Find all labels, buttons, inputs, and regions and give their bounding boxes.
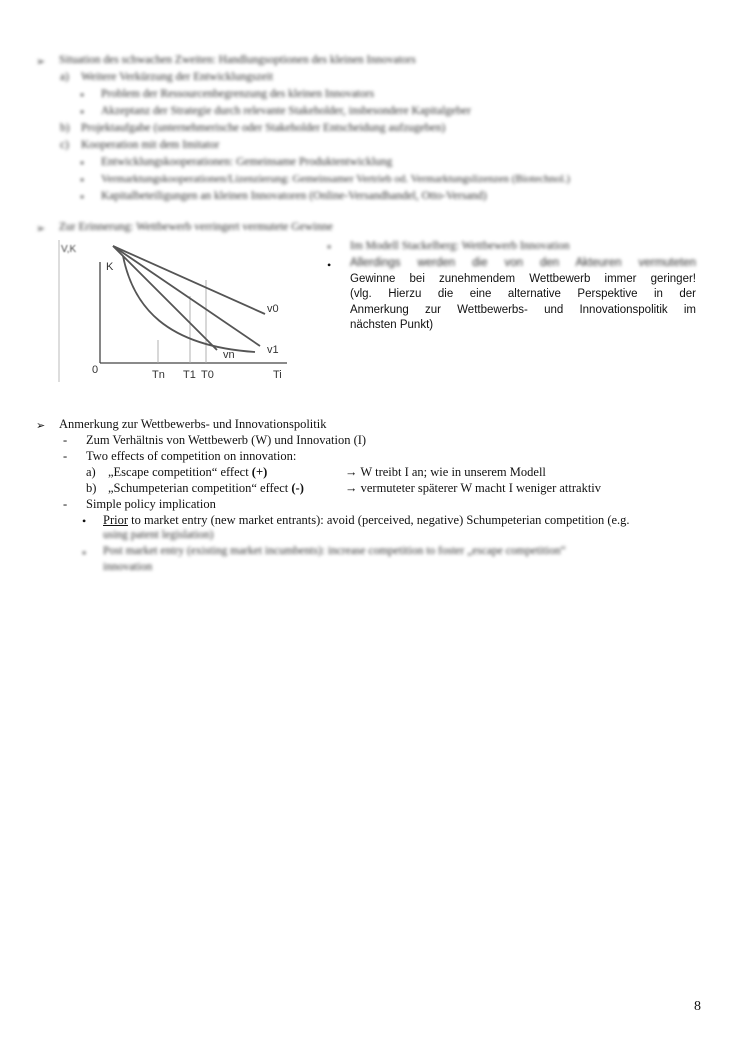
k-curve [123,256,255,352]
section2-bullet-2-line-2: Gewinne bei zunehmendem Wettbewerb immer geringer! [350,272,696,285]
schumpeterian-competition-item [108,481,304,496]
bullet-icon: • [80,173,85,187]
section3-title: Anmerkung zur Wettbewerbs- und Innovationspolitik [59,417,327,431]
item-b-text: Projektaufgabe (unternehmerische oder Stakeholder Entscheidung aufzugeben) [81,122,446,134]
item-c-marker: c) [60,139,69,151]
policy-post-line-2: innovation [103,561,153,573]
item-c-text: Kooperation mit dem Imitator [81,139,220,151]
tick-label-tn: Tn [152,369,165,381]
item-b-marker: b) [86,481,97,495]
schumpeterian-competition-sign: (-) [291,481,304,495]
v1-label: v1 [267,344,279,356]
escape-competition-item [108,465,267,480]
c-bullet-1: Entwicklungskooperationen: Gemeinsame Produktentwicklung [101,156,393,168]
item-a-marker: a) [86,465,96,479]
arrow-bullet-icon: ➢ [36,55,46,68]
c-bullet-3: Kapitalbeteiligungen an kleinen Innovatoren (Online-Versandhandel, Otto-Versand) [101,190,487,202]
page-number: 8 [694,999,701,1014]
escape-competition-text: „Escape competition“ effect [108,465,252,479]
arrow-bullet-icon: ➢ [36,222,46,235]
bullet-icon: • [80,88,85,102]
policy-prior-line-1 [103,513,630,528]
x-axis-label: Ti [273,369,282,381]
y-axis-label: V,K [61,244,77,255]
a-bullet-1: Problem der Ressourcenbegrenzung des kleinen Innovators [101,88,375,100]
competition-profit-chart [55,236,300,384]
k-label: K [106,261,114,273]
policy-post-line-1: Post market entry (existing market incumbents): increase competition to foster „escape competition“ [103,545,566,557]
section3-dash-1: Zum Verhältnis von Wettbewerb (W) und Innovation (I) [86,433,367,447]
section3-dash-3: Simple policy implication [86,497,216,511]
bullet-icon: • [82,546,87,560]
v0-line [113,246,265,314]
prior-word: Prior [103,513,128,527]
policy-prior-line-2: using patent legislation) [103,529,214,541]
bullet-icon: • [80,156,85,170]
item-a-marker: a) [60,71,69,83]
section2-bullet-2-line-1: Allerdings werden die von den Akteuren vermuteten [350,257,696,269]
section2-bullet-1: Im Modell Stackelberg: Wettbewerb Innovation [350,240,570,252]
schumpeterian-competition-result: → vermuteter späterer W macht I weniger attraktiv [345,481,602,495]
tick-label-t0: T0 [201,369,214,381]
a-bullet-2: Akzeptanz der Strategie durch relevante Stakeholder, insbesondere Kapitalgeber [101,105,471,117]
section1-title: Situation des schwachen Zweiten: Handlungsoptionen des kleinen Innovators [59,54,416,66]
schumpeterian-competition-text: „Schumpeterian competition“ effect [108,481,292,495]
dash-icon: - [63,497,68,511]
c-bullet-2: Vermarktungskooperationen/Lizenzierung: Gemeinsamer Vertrieb od. Vermarktungslizenzen (Biotechnol.) [101,173,571,185]
item-a-text: Weitere Verkürzung der Entwicklungszeit [81,71,274,83]
section2-bullet-2-line-4: Anmerkung zur Wettbewerbs- und Innovationspolitik im [350,303,696,316]
bullet-icon: • [82,514,87,528]
bullet-icon: • [80,105,85,119]
origin-label: 0 [92,364,99,376]
item-b-marker: b) [60,122,70,134]
section2-bullet-2-line-3: (vlg. Hierzu die eine alternative Perspektive in der [350,288,696,300]
v1-line [113,246,260,346]
escape-competition-result: → W treibt I an; wie in unserem Modell [345,465,546,479]
prior-text: to market entry (new market entrants): avoid (perceived, negative) Schumpeterian competition (e.g. [128,513,630,527]
vn-line [113,246,217,350]
section2-title: Zur Erinnerung: Wettbewerb verringert vermutete Gewinne [59,221,333,233]
bullet-icon: • [327,258,332,272]
v0-label: v0 [267,303,279,315]
bullet-icon: • [80,190,85,204]
vn-label: vn [223,349,235,361]
arrow-bullet-icon: ➢ [36,419,46,432]
escape-competition-sign: (+) [251,465,268,479]
bullet-icon: • [327,240,332,254]
dash-icon: - [63,433,68,447]
section2-bullet-2-line-5: nächsten Punkt) [350,319,434,331]
dash-icon: - [63,449,68,463]
tick-label-t1: T1 [183,369,196,381]
section3-dash-2: Two effects of competition on innovation: [86,449,297,463]
